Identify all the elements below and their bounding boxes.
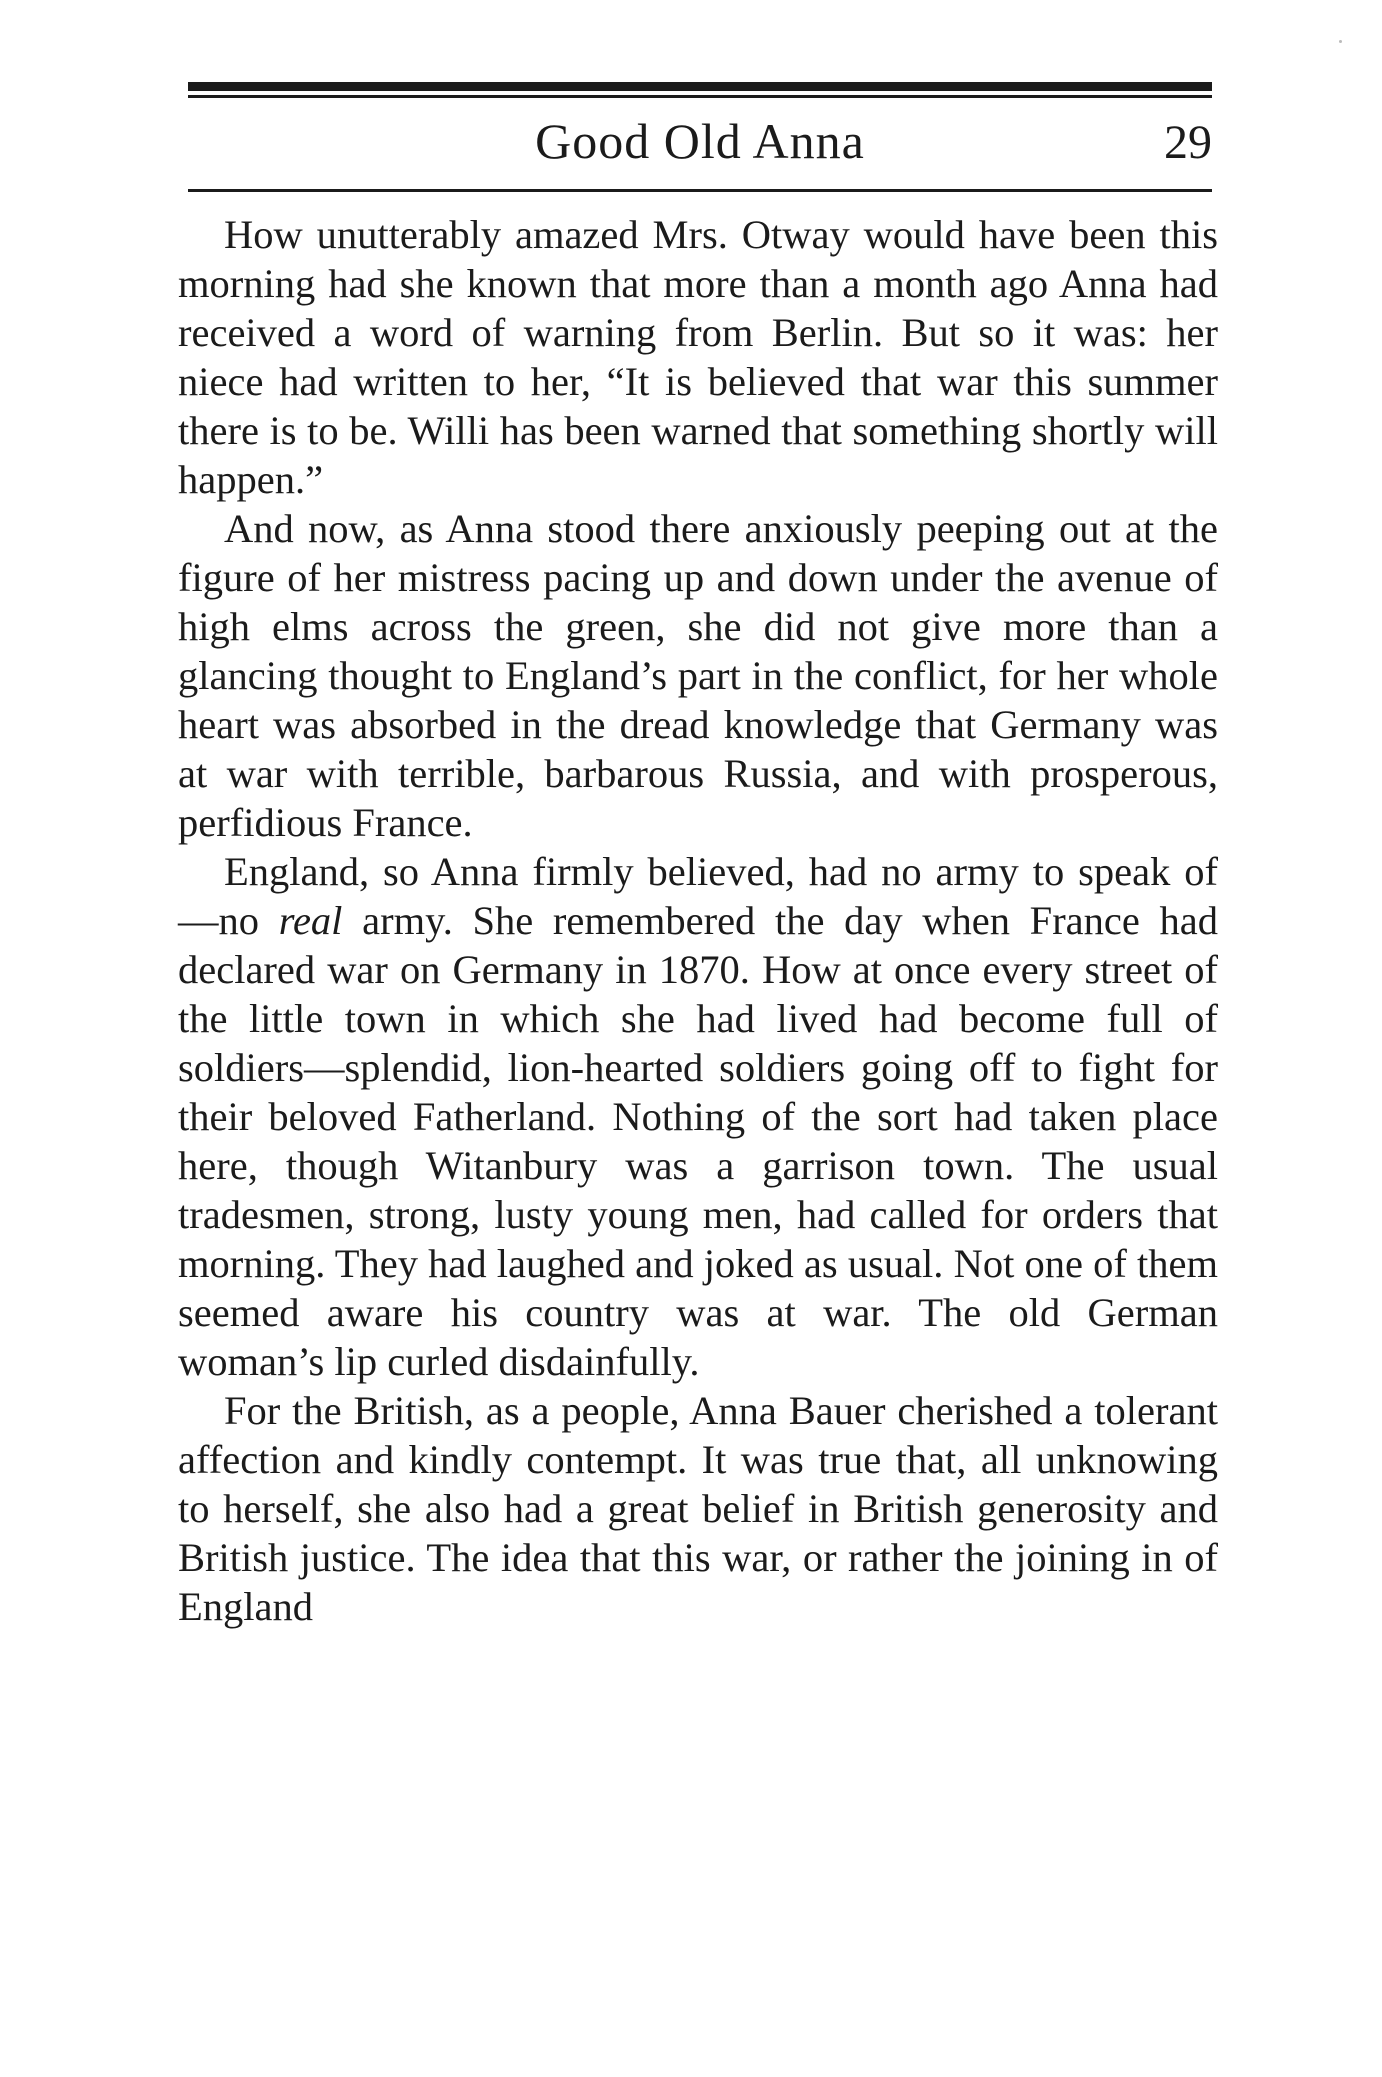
- running-head: [188, 106, 1212, 176]
- paragraph-3: [178, 847, 1218, 1386]
- paper-speck: [1339, 40, 1342, 43]
- italic-real: real: [278, 898, 343, 943]
- paragraph-4: For the British, as a people, Anna Bauer cherished a tolerant affection and kindly contempt. It was true that, all unknowing to herself, she also had a great belief in British generosity and British justice. The idea that this war, or rather the joining in of England: [178, 1388, 1218, 1629]
- page-number: 29: [1164, 116, 1212, 169]
- paragraph-3-part-1: England, so Anna firmly believed, had no army to speak of—no: [178, 849, 1218, 943]
- header-rule-thick: [188, 82, 1212, 91]
- header-rule-thin: [188, 95, 1212, 98]
- paragraph-2: And now, as Anna stood there anxiously peeping out at the figure of her mistress pacing up and down under the avenue of high elms across the green, she did not give more than a glancing thought to England’s part in the conflict, for her whole heart was absorbed in the dread knowledge that Germany was at war with terrible, barbarous Russia, and with prosperous, perfidious France.: [178, 506, 1218, 845]
- paragraph-1: How unutterably amazed Mrs. Otway would have been this morning had she known that more than a month ago Anna had received a word of warning from Berlin. But so it was: her niece had written to her, “It is believed that war this summer there is to be. Willi has been warned that something shortly will happen.”: [178, 212, 1218, 502]
- body-text: [178, 210, 1218, 1631]
- running-title: Good Old Anna: [535, 113, 865, 169]
- paragraph-3-part-2: army. She remembered the day when France had declared war on Germany in 1870. How at once every street of the little town in which she had lived had become full of soldiers—splendid, lion-hearted soldiers going off to fight for their beloved Fatherland. Nothing of the sort had taken place here, though Witanbury was a garrison town. The usual tradesmen, strong, lusty young men, had called for orders that morning. They had laughed and joked as usual. Not one of them seemed aware his country was at war. The old German woman’s lip curled disdainfully.: [178, 898, 1219, 1384]
- header-rule-bottom: [188, 189, 1212, 192]
